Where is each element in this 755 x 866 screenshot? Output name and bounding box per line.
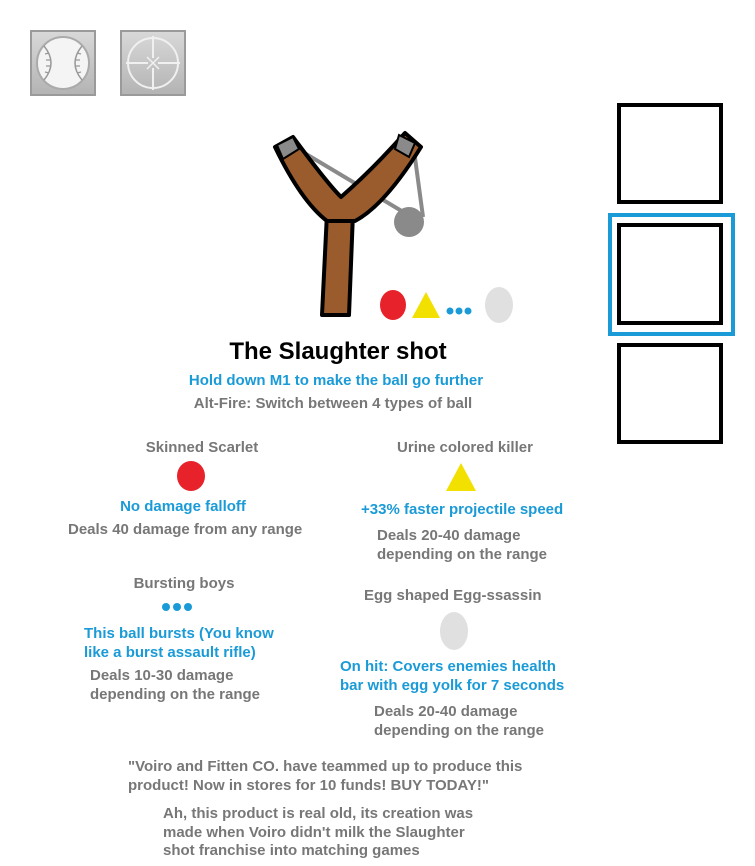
ball-type-perk-detail: like a burst assault rifle) xyxy=(84,644,256,661)
flavor-note: Ah, this product is real old, its creation was xyxy=(163,805,474,822)
ball-type-perk-detail: bar with egg yolk for 7 seconds xyxy=(340,677,565,694)
flavor-note-line-3: shot franchise into matching games xyxy=(163,842,420,859)
slingshot-weapon-art xyxy=(265,125,525,330)
loadout-slot-3[interactable] xyxy=(617,343,723,444)
ball-type-name: Egg shaped Egg-ssassin xyxy=(364,587,542,604)
ball-type-name: Skinned Scarlet xyxy=(145,439,259,456)
yellow-triangle-icon xyxy=(445,462,477,492)
alt-fire-hint: Alt-Fire: Switch between 4 types of ball xyxy=(193,395,473,412)
ball-type-damage-detail: depending on the range xyxy=(377,546,548,563)
preview-egg-icon xyxy=(485,287,513,323)
ball-type-perk: +33% faster projectile speed xyxy=(361,501,564,518)
egg-icon xyxy=(439,611,469,651)
slingshot-icon xyxy=(275,133,424,315)
flavor-quote: "Voiro and Fitten CO. have teammed up to produce this xyxy=(128,758,523,775)
ball-type-perk: This ball bursts (You know xyxy=(84,625,274,642)
red-ball-icon xyxy=(176,460,206,492)
ball-type-damage-detail: depending on the range xyxy=(90,686,261,703)
baseball-button[interactable] xyxy=(30,30,96,96)
loadout-slot-2[interactable] xyxy=(617,223,723,325)
ball-type-name: Urine colored killer xyxy=(397,439,533,456)
loadout-slot-1[interactable] xyxy=(617,103,723,204)
ball-type-damage: Deals 40 damage from any range xyxy=(68,521,303,538)
ball-type-damage-detail: depending on the range xyxy=(374,722,545,739)
blue-dots-icon xyxy=(160,601,194,613)
flavor-quote-line-2: product! Now in stores for 10 funds! BUY TODAY!" xyxy=(128,777,490,794)
baseball-icon xyxy=(32,32,94,94)
flavor-note-line-2: made when Voiro didn't milk the Slaughter xyxy=(163,824,465,841)
ball-type-perk: No damage falloff xyxy=(120,498,246,515)
preview-blue-dots-icon xyxy=(447,308,472,315)
ball-type-perk: On hit: Covers enemies health xyxy=(340,658,556,675)
ball-type-damage: Deals 10-30 damage xyxy=(90,667,234,684)
ball-type-damage: Deals 20-40 damage xyxy=(377,527,521,544)
preview-red-ball-icon xyxy=(380,290,406,320)
preview-yellow-triangle-icon xyxy=(412,292,440,318)
crosshair-icon xyxy=(122,32,184,94)
crosshair-button[interactable] xyxy=(120,30,186,96)
primary-fire-hint: Hold down M1 to make the ball go further xyxy=(188,372,484,389)
ball-type-name: Bursting boys xyxy=(133,575,235,592)
weapon-title: The Slaughter shot xyxy=(229,338,447,365)
ball-type-damage: Deals 20-40 damage xyxy=(374,703,518,720)
